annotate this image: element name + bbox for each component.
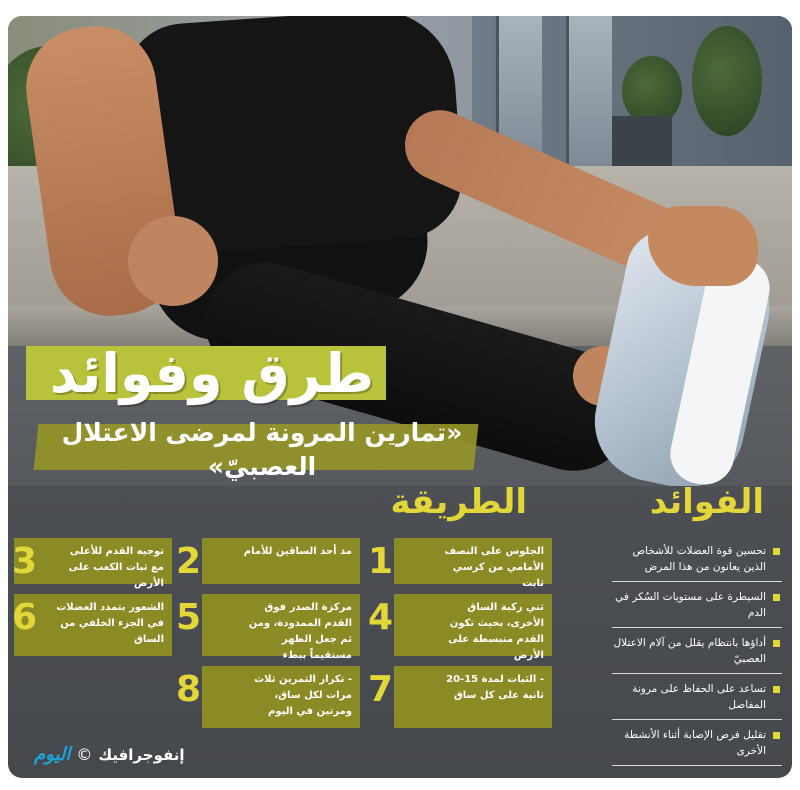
benefit-text: تحسين قوة العضلات للأشخاص الذين يعانون من هذا المرض [632,544,766,573]
benefit-item [612,628,782,674]
step-box-5 [176,594,360,661]
step-text: ثني ركبة الساق الأخرى، بحيث تكون القدم منبسطة على الأرض [448,602,544,661]
benefit-item [612,720,782,766]
benefit-item [612,674,782,720]
benefit-text: أداؤها بانتظام يقلل من آلام الاعتلال العصبيّ [613,636,766,665]
step-box-6 [14,594,172,656]
background-shrub [692,26,762,136]
method-heading: الطريقة [390,482,527,522]
bullet-marker [773,732,780,739]
subtitle: «تمارين المرونة لمرضى الاعتلال العصبيّ» [61,418,463,481]
brand-logo: اليوم [34,744,71,765]
step-number: 2 [176,541,202,582]
bullet-marker [773,548,780,555]
building-window [566,16,612,166]
step-number: 8 [176,669,202,710]
step-box-1 [368,538,552,589]
step-box-3 [12,538,172,589]
step-text: مد أحد الساقين للأمام [243,546,352,557]
step-text: الجلوس على النصف الأمامي من كرسي ثابت [444,546,544,589]
step-box-2 [176,538,360,584]
bullet-marker [773,686,780,693]
benefit-text: تساعد على الحفاظ على مرونة المفاصل [632,682,766,711]
step-text: - تكرار التمرين ثلاث مرات لكل ساق، ومرتين في اليوم [254,674,352,717]
bullet-marker [773,594,780,601]
step-text: - الثبات لمدة 15-20 ثانية على كل ساق [446,674,544,701]
step-box-4 [368,594,552,661]
step-text: توجيه القدم للأعلى مع ثبات الكعب على الأرض [68,546,164,589]
step-text: الشعور بتمدد العضلات في الجزء الخلفي من الساق [56,602,164,645]
benefits-heading: الفوائد [649,482,764,522]
step-number: 1 [368,541,394,582]
benefit-text: السيطرة على مستويات السُكر في الدم [615,590,766,619]
benefit-text: تقليل فرص الإصابة أثناء الأنشطة الأخرى [624,728,766,757]
infographic-label: إنفوجرافيك [98,745,185,764]
step-number: 4 [368,597,394,638]
benefits-list [612,536,782,766]
step-number: 3 [12,541,38,582]
left-hand [128,216,218,306]
step-text: مركزة الصدر فوق القدم الممدودة، ومن ثم جعل الظهر مستقيماً ببطء [248,602,352,661]
right-hand [648,206,758,286]
copyright-symbol: © [76,745,93,764]
benefit-item [612,582,782,628]
step-number: 7 [368,669,394,710]
benefit-item [612,536,782,582]
main-title: طرق وفوائد [49,342,375,405]
step-number: 5 [176,597,202,638]
footer [34,744,185,765]
infographic-card [8,16,792,778]
step-box-7 [368,666,552,728]
step-number: 6 [12,597,38,638]
bullet-marker [773,640,780,647]
step-box-8 [176,666,360,728]
